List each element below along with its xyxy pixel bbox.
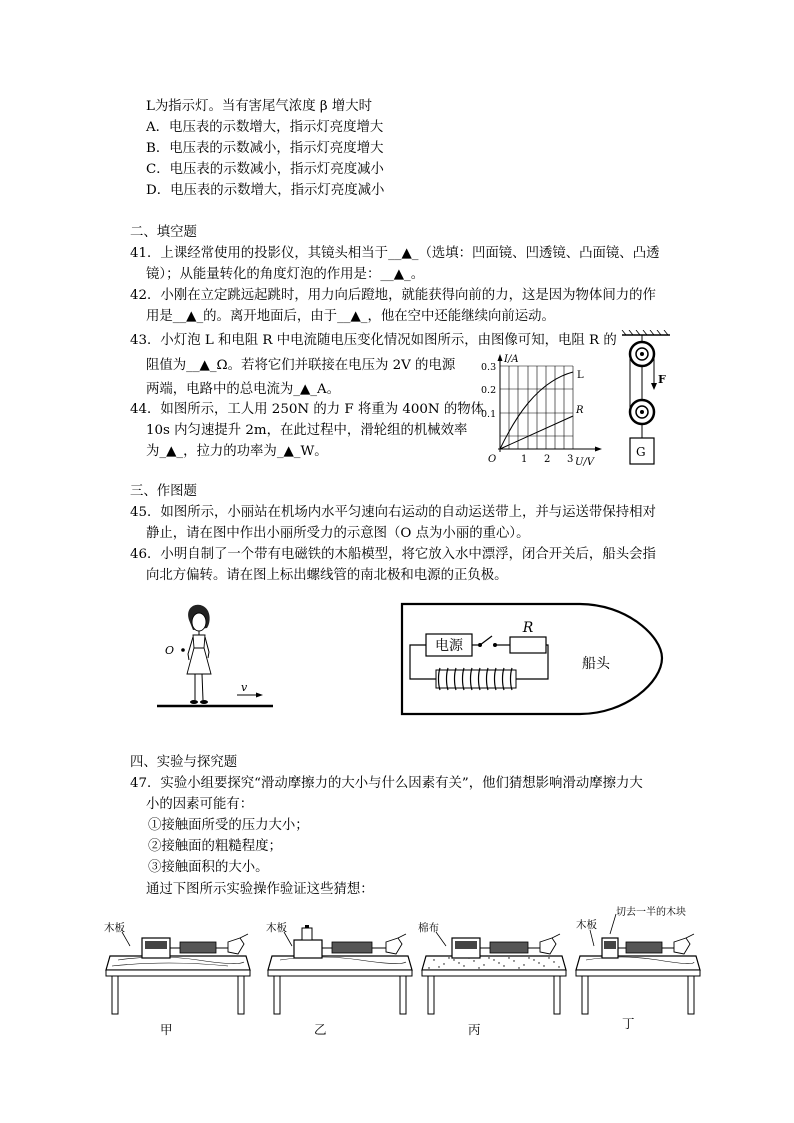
y-tick-0.3: 0.3 <box>481 362 497 373</box>
bow-label: 船头 <box>582 656 610 672</box>
iu-graph <box>478 352 608 470</box>
y-axis-label: I/A <box>504 354 519 365</box>
curve-l <box>500 372 573 449</box>
center-of-mass-point <box>181 648 185 652</box>
x-tick-2: 2 <box>544 454 551 465</box>
velocity-label: v <box>241 681 248 694</box>
q43-line1: 43．小灯泡 L 和电阻 R 中电流随电压变化情况如图所示，由图像可知，电阻 R 的 <box>130 333 617 348</box>
pulling-hand <box>386 938 402 954</box>
curve-label-r: R <box>576 405 584 416</box>
girl-on-conveyor <box>155 602 275 714</box>
x-tick-1: 1 <box>521 454 528 465</box>
velocity-arrow-icon <box>256 693 263 698</box>
y-tick-0.2: 0.2 <box>481 385 497 396</box>
experiment-jia <box>98 908 258 1016</box>
q47-line2: 小的因素可能有： <box>146 797 254 812</box>
caption-jia: 甲 <box>160 1022 173 1037</box>
x-tick-3: 3 <box>567 454 574 465</box>
surface-label-jia: 木板 <box>104 922 125 934</box>
section-title-experiment: 四、实验与探究题 <box>130 755 238 770</box>
table-top-cloth <box>422 956 566 970</box>
q47-guess3: ③接触面积的大小。 <box>148 860 269 875</box>
pulley-system <box>618 330 678 470</box>
resistor-label: R <box>522 620 534 636</box>
q45-line2: 静止，请在图中作出小丽所受力的示意图（O 点为小丽的重心）。 <box>146 526 530 541</box>
section-title-fill-blank: 二、填空题 <box>130 225 197 240</box>
spring-scale <box>332 942 372 953</box>
experiment-ding <box>572 900 702 1016</box>
q44-line3: 为_▲_，拉力的功率为_▲_W。 <box>146 444 328 459</box>
spring-scale <box>180 942 216 953</box>
source-label: 电源 <box>435 638 463 654</box>
cut-block-label: 切去一半的木块 <box>616 907 686 918</box>
girl-head <box>192 613 206 631</box>
q47-guess2: ②接触面的粗糙程度； <box>148 839 282 854</box>
q47-line1: 47．实验小组要探究“滑动摩擦力的大小与什么因素有关”，他们猜想影响滑动摩擦力大 <box>130 776 643 791</box>
q47-guess1: ①接触面所受的压力大小； <box>148 818 309 833</box>
experiment-bing <box>414 908 574 1016</box>
table-top <box>268 956 412 970</box>
q40-stem-tail: L为指示灯。当有害尾气浓度 β 增大时 <box>146 99 373 114</box>
origin-label: O <box>488 454 497 465</box>
pulling-hand <box>540 938 556 954</box>
y-axis-arrow-icon <box>498 354 503 361</box>
pulling-hand <box>228 938 244 954</box>
experiment-yi <box>260 908 420 1016</box>
wood-block <box>294 940 322 958</box>
y-tick-0.1: 0.1 <box>481 409 497 420</box>
caption-ding: 丁 <box>622 1016 635 1031</box>
curve-r <box>500 416 573 449</box>
q41-line1: 41．上课经常使用的投影仪，其镜头相当于__▲_（选填：凹面镜、凹透镜、凸面镜、凸透 <box>130 246 660 261</box>
q46-line1: 46．小明自制了一个带有电磁铁的木船模型，将它放入水中漂浮，闭合开关后，船头会指 <box>130 547 656 562</box>
weight-label: G <box>636 445 646 459</box>
curve-label-l: L <box>577 370 584 381</box>
q44-line1: 44．如图所示，工人用 250N 的力 F 将重为 400N 的物体 <box>130 402 485 417</box>
q45-line1: 45．如图所示，小丽站在机场内水平匀速向右运动的自动运送带上，并与运送带保持相对 <box>130 505 656 520</box>
q42-line2: 用是__▲_的。离开地面后，由于__▲_，他在空中还能继续向前运动。 <box>146 309 555 324</box>
force-label: F <box>658 373 666 386</box>
q46-line2: 向北方偏转。请在图上标出螺线管的南北极和电源的正负极。 <box>146 568 508 583</box>
q44-line2: 10s 内匀速提升 2m，在此过程中，滑轮组的机械效率 <box>146 423 468 438</box>
pulling-hand <box>674 938 690 954</box>
caption-bing: 丙 <box>468 1022 481 1037</box>
caption-yi: 乙 <box>314 1022 327 1037</box>
x-axis-arrow-icon <box>595 447 602 452</box>
force-arrow-icon <box>651 383 657 390</box>
girl-dress <box>187 648 211 674</box>
q43-line3: 两端，电路中的总电流为_▲_A。 <box>146 382 341 397</box>
center-label: O <box>165 644 175 657</box>
q40-option-a: A．电压表的示数增大，指示灯亮度增大 <box>146 120 384 135</box>
section-title-drawing: 三、作图题 <box>130 484 197 499</box>
q40-option-c: C．电压表的示数减小，指示灯亮度减小 <box>146 162 384 177</box>
q42-line1: 42．小刚在立定跳远起跳时，用力向后蹬地，就能获得向前的力，这是因为物体间力的作 <box>130 288 656 303</box>
x-axis-label: U/V <box>575 457 595 468</box>
boat-model <box>398 600 668 718</box>
resistor <box>510 637 546 653</box>
surface-label-yi: 木板 <box>266 922 287 934</box>
spring-scale <box>490 942 528 953</box>
solenoid-core <box>436 670 516 688</box>
q40-option-d: D．电压表的示数增大，指示灯亮度减小 <box>146 183 385 198</box>
q47-line3: 通过下图所示实验操作验证这些猜想： <box>146 882 374 897</box>
surface-label-bing: 棉布 <box>418 922 439 934</box>
q43-line2: 阻值为__▲_Ω。若将它们并联接在电压为 2V 的电源 <box>146 358 456 373</box>
q41-line2: 镜）；从能量转化的角度灯泡的作用是：__▲_。 <box>146 267 425 282</box>
q40-option-b: B．电压表的示数减小，指示灯亮度增大 <box>146 141 384 156</box>
weight-on-block <box>302 928 312 940</box>
spring-scale <box>626 942 662 953</box>
surface-label-ding: 木板 <box>576 919 597 931</box>
